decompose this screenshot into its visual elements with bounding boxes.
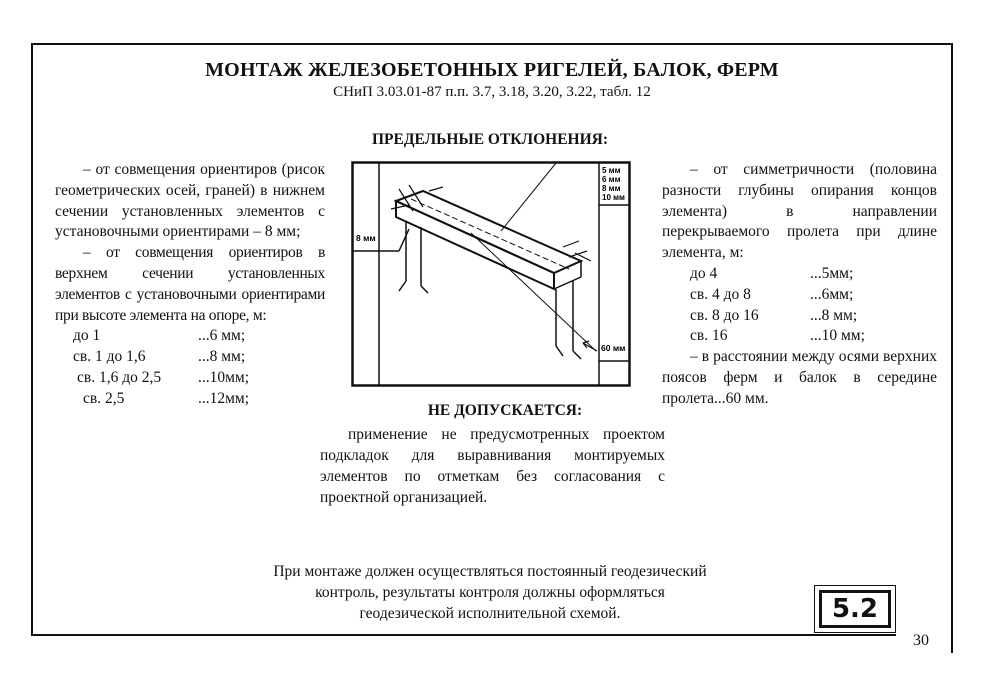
- frame-top-border: [31, 43, 953, 45]
- left-row: св. 2,5 ...12мм;: [83, 389, 250, 407]
- beam-diagram: [351, 161, 631, 387]
- right-row: св. 4 до 8 ...6мм;: [690, 285, 854, 303]
- left-paragraph-1: – от совмещения ориентиров (рисок геометрических осей, граней) в нижнем сечении установленных элементов с установочными ориентирами – 8 мм;: [55, 161, 325, 241]
- page-number: 30: [913, 632, 929, 649]
- label-10mm: 10 мм: [602, 193, 625, 202]
- diagram-border: [353, 163, 630, 386]
- label-60mm: 60 мм: [601, 343, 626, 353]
- label-8mm-top: 8 мм: [602, 184, 621, 193]
- bottom-note: При монтаже должен осуществляться постоянный геодезический контроль, результаты контроля должны оформляться геодезической исполнительной схемой.: [273, 563, 707, 622]
- not-allowed-text: применение не предусмотренных проектом подкладок для выравнивания монтируемых элементов по отметкам без согласования с проектной организацией.: [320, 426, 665, 506]
- frame-bottom-border: [31, 634, 896, 636]
- right-row: св. 16 ...10 мм;: [690, 327, 865, 345]
- not-allowed-heading: НЕ ДОПУСКАЕТСЯ:: [427, 402, 583, 419]
- section-badge: 5.2: [819, 590, 891, 628]
- right-support: [556, 281, 581, 359]
- right-paragraph-1: – от симметричности (половина разности глубины опирания концов элемента) в направлении перекрываемого пролета при длине элемента, м:: [662, 161, 937, 262]
- left-row: до 1 ...6 мм;: [73, 327, 246, 345]
- label-8mm: 8 мм: [356, 233, 376, 243]
- label-5mm: 5 мм: [602, 166, 621, 175]
- left-row: св. 1,6 до 2,5 ...10мм;: [77, 368, 250, 386]
- left-support: [399, 221, 428, 293]
- page-subtitle: СНиП 3.03.01-87 п.п. 3.7, 3.18, 3.20, 3.22, табл. 12: [333, 84, 651, 100]
- left-paragraph-2: – от совмещения ориентиров в верхнем сечении установленных элементов с установочными ориентирами при высоте элемента на опоре, м:: [55, 244, 325, 324]
- beam-top-face: [396, 191, 581, 273]
- right-row: до 4 ...5мм;: [690, 264, 854, 282]
- page-title: МОНТАЖ ЖЕЛЕЗОБЕТОННЫХ РИГЕЛЕЙ, БАЛОК, ФЕРМ: [205, 59, 779, 81]
- limits-heading: ПРЕДЕЛЬНЫЕ ОТКЛОНЕНИЯ:: [371, 131, 609, 148]
- left-column: [55, 160, 325, 410]
- frame-left-border: [31, 43, 33, 636]
- ticks-left: [391, 185, 443, 211]
- left-row: св. 1 до 1,6 ...8 мм;: [73, 348, 246, 366]
- right-paragraph-2: – в расстоянии между осями верхних поясов ферм и балок в середине пролета...60 мм.: [662, 348, 937, 407]
- right-column: [662, 160, 937, 410]
- diagonal-line: [501, 163, 556, 231]
- label-6mm: 6 мм: [602, 175, 621, 184]
- right-row: св. 8 до 16 ...8 мм;: [690, 306, 858, 324]
- ticks-right: [563, 241, 591, 261]
- frame-right-border: [951, 43, 953, 653]
